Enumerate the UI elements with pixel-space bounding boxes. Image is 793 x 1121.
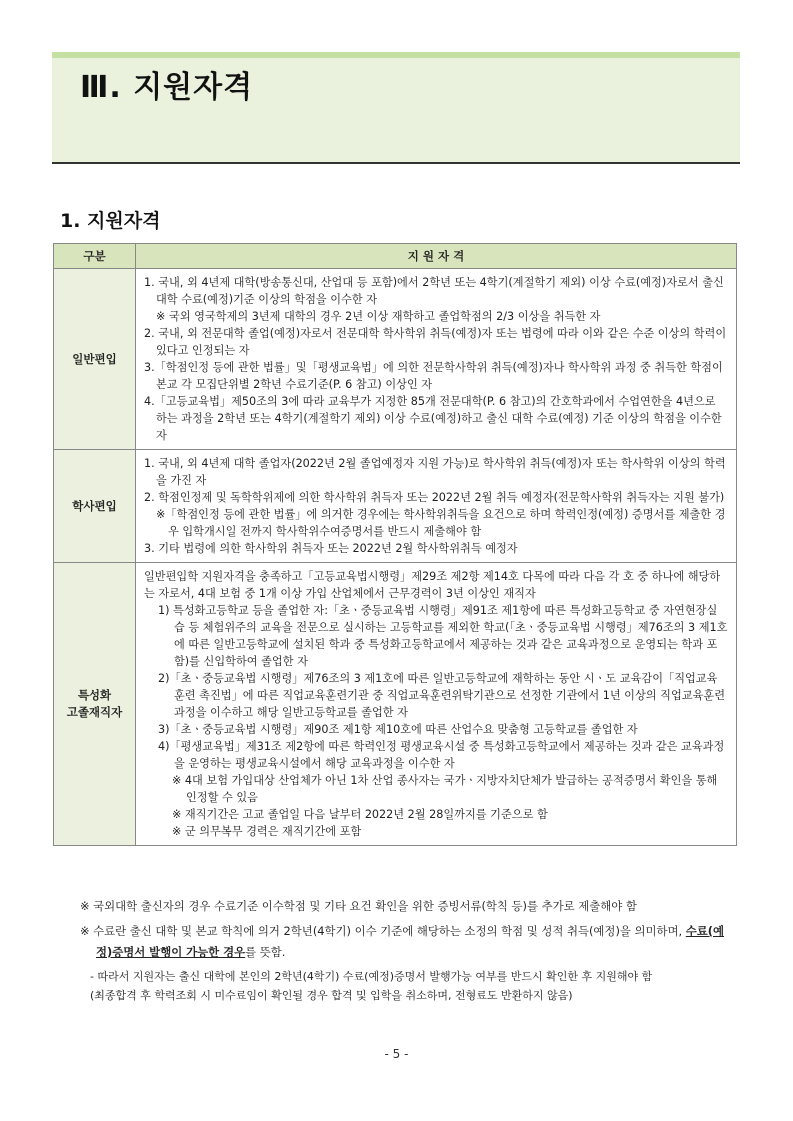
qualification-specialized bbox=[136, 563, 737, 846]
list-item: 1. 국내, 외 4년제 대학(방송통신대, 산업대 등 포함)에서 2학년 또는 4학기(계절학기 제외) 이상 수료(예정)자로서 출신 대학 수료(예정)기준 이상의 학점을 이수한 자 bbox=[144, 276, 724, 306]
footnote-foreign-university: ※ 국외대학 출신자의 경우 수료기준 이수학점 및 기타 요건 확인을 위한 증빙서류(학칙 등)를 추가로 제출해야 함 bbox=[80, 899, 637, 913]
footnote-cancellation: (최종합격 후 학력조회 시 미수료임이 확인될 경우 합격 및 입학을 취소하며, 전형료도 반환하지 않음) bbox=[90, 989, 573, 1002]
qualification-general bbox=[136, 269, 737, 450]
list-item: 4)「평생교육법」제31조 제2항에 따른 학력인정 평생교육시설 중 특성화고등학교에서 제공하는 것과 같은 교육과정을 운영하는 평생교육시설에서 해당 교육과정을 이수한 자 bbox=[158, 740, 725, 770]
footnote-check-completion: - 따라서 지원자는 출신 대학에 본인의 2학년(4학기) 수료(예정)증명서 발행가능 여부를 반드시 확인한 후 지원해야 함 bbox=[90, 970, 653, 983]
column-header-category: 구분 bbox=[54, 244, 136, 269]
category-general: 일반편입 bbox=[54, 269, 136, 450]
footnote-completion-definition bbox=[80, 921, 740, 963]
category-specialized-line1: 특성화 bbox=[77, 688, 112, 702]
list-note: ※ 군 의무복무 경력은 재직기간에 포함 bbox=[172, 825, 362, 838]
list-item: 2)「초ㆍ중등교육법 시행령」제76조의 3 제1호에 따른 일반고등학교에 재학하는 동안 시ㆍ도 교육감이「직업교육훈련 촉진법」에 따른 직업교육훈련기관 중 직업교육훈련위탁기관으로 선정한 기관에서 1년 이상의 직업교육훈련과정을 이수하고 해당 일반고등학교를 졸업한 자 bbox=[158, 672, 725, 719]
list-item: 3)「초ㆍ중등교육법 시행령」제90조 제1항 제10호에 따른 산업수요 맞춤형 고등학교를 졸업한 자 bbox=[158, 723, 638, 736]
table-row-specialized bbox=[54, 563, 737, 846]
list-item: 1. 국내, 외 4년제 대학 졸업자(2022년 2월 졸업예정자 지원 가능)로 학사학위 취득(예정)자 또는 학사학위 이상의 학력을 가진 자 bbox=[144, 457, 726, 487]
qualification-table bbox=[53, 243, 737, 846]
category-bachelor: 학사편입 bbox=[54, 450, 136, 563]
list-item: 3. 기타 법령에 의한 학사학위 취득자 또는 2022년 2월 학사학위취득 예정자 bbox=[144, 542, 518, 555]
table-header-row bbox=[54, 244, 737, 269]
table-row-bachelor bbox=[54, 450, 737, 563]
page-number: - 5 - bbox=[384, 1047, 409, 1061]
chapter-title: Ⅲ. 지원자격 bbox=[80, 70, 254, 105]
list-note: ※ 재직기간은 고교 졸업일 다음 날부터 2022년 2월 28일까지를 기준으로 함 bbox=[172, 808, 548, 821]
chapter-header bbox=[52, 52, 740, 164]
column-header-qualification: 지 원 자 격 bbox=[136, 244, 737, 269]
list-note: ※ 국외 영국학제의 3년제 대학의 경우 2년 이상 재학하고 졸업학점의 2/3 이상을 취득한 자 bbox=[156, 310, 601, 323]
list-item: 2. 국내, 외 전문대학 졸업(예정)자로서 전문대학 학사학위 취득(예정)자 또는 법령에 따라 이와 같은 수준 이상의 학력이 있다고 인정되는 자 bbox=[144, 327, 727, 357]
section-title: 1. 지원자격 bbox=[60, 210, 161, 232]
footnote-completion-emphasis: 수료(예정)증명서 발행이 가능한 경우 bbox=[96, 924, 724, 959]
footnote-completion-pre: ※ 수료란 출신 대학 및 본교 학칙에 의거 2학년(4학기) 이수 기준에 해당하는 소정의 학점 및 성적 취득(예정)을 의미하며, bbox=[80, 924, 686, 938]
footnotes bbox=[80, 896, 740, 1005]
list-item: 4.「고등교육법」제50조의 3에 따라 교육부가 지정한 85개 전문대학(P. 6 참고)의 간호학과에서 수업연한을 4년으로 하는 과정을 2학년 또는 4학기(계절학기 제외) 이상 수료(예정)하고 출신 대학 수료(예정) 기준 이상의 학점을 이수한 자 bbox=[144, 395, 722, 442]
list-note: ※ 4대 보험 가입대상 산업체가 아닌 1차 산업 종사자는 국가ㆍ지방자치단체가 발급하는 공적증명서 확인을 통해 인정할 수 있음 bbox=[172, 774, 718, 804]
list-item: 1) 특성화고등학교 등을 졸업한 자:「초ㆍ중등교육법 시행령」제91조 제1항에 따른 특성화고등학교 중 자연현장실습 등 체험위주의 교육을 전문으로 실시하는 고등학교를 제외한 학교(「초ㆍ중등교육법 시행령」제76조의 3 제1호에 따른 일반고등학교에 설치된 학과 중 특성화고등학교에서 제공하는 것과 같은 교육과정으로 운영되는 학과 포함)를 신입학하여 졸업한 자 bbox=[158, 604, 728, 668]
specialized-intro: 일반편입학 지원자격을 충족하고「고등교육법시행령」제29조 제2항 제14호 다목에 따라 다음 각 호 중 하나에 해당하는 자로서, 4대 보험 중 1개 이상 가입 산업체에서 근무경력이 3년 이상인 재직자 bbox=[144, 570, 721, 600]
list-item: 3.「학점인정 등에 관한 법률」및「평생교육법」에 의한 전문학사학위 취득(예정)자나 학사학위 과정 중 취득한 학점이 본교 각 모집단위별 2학년 수료기준(P. 6 참고) 이상인 자 bbox=[144, 361, 723, 391]
list-note: ※「학점인정 등에 관한 법률」에 의거한 경우에는 학사학위취득을 요건으로 하며 학력인정(예정) 증명서를 제출한 경우 입학개시일 전까지 학사학위수여증명서를 반드시 제출해야 함 bbox=[156, 508, 726, 538]
category-specialized bbox=[54, 563, 136, 846]
list-item: 2. 학점인정제 및 독학학위제에 의한 학사학위 취득자 또는 2022년 2월 취득 예정자(전문학사학위 취득자는 지원 불가) bbox=[144, 491, 725, 504]
qualification-bachelor bbox=[136, 450, 737, 563]
category-specialized-line2: 고졸재직자 bbox=[66, 705, 123, 719]
footnote-completion-post: 를 뜻함. bbox=[245, 945, 286, 959]
table-row-general bbox=[54, 269, 737, 450]
